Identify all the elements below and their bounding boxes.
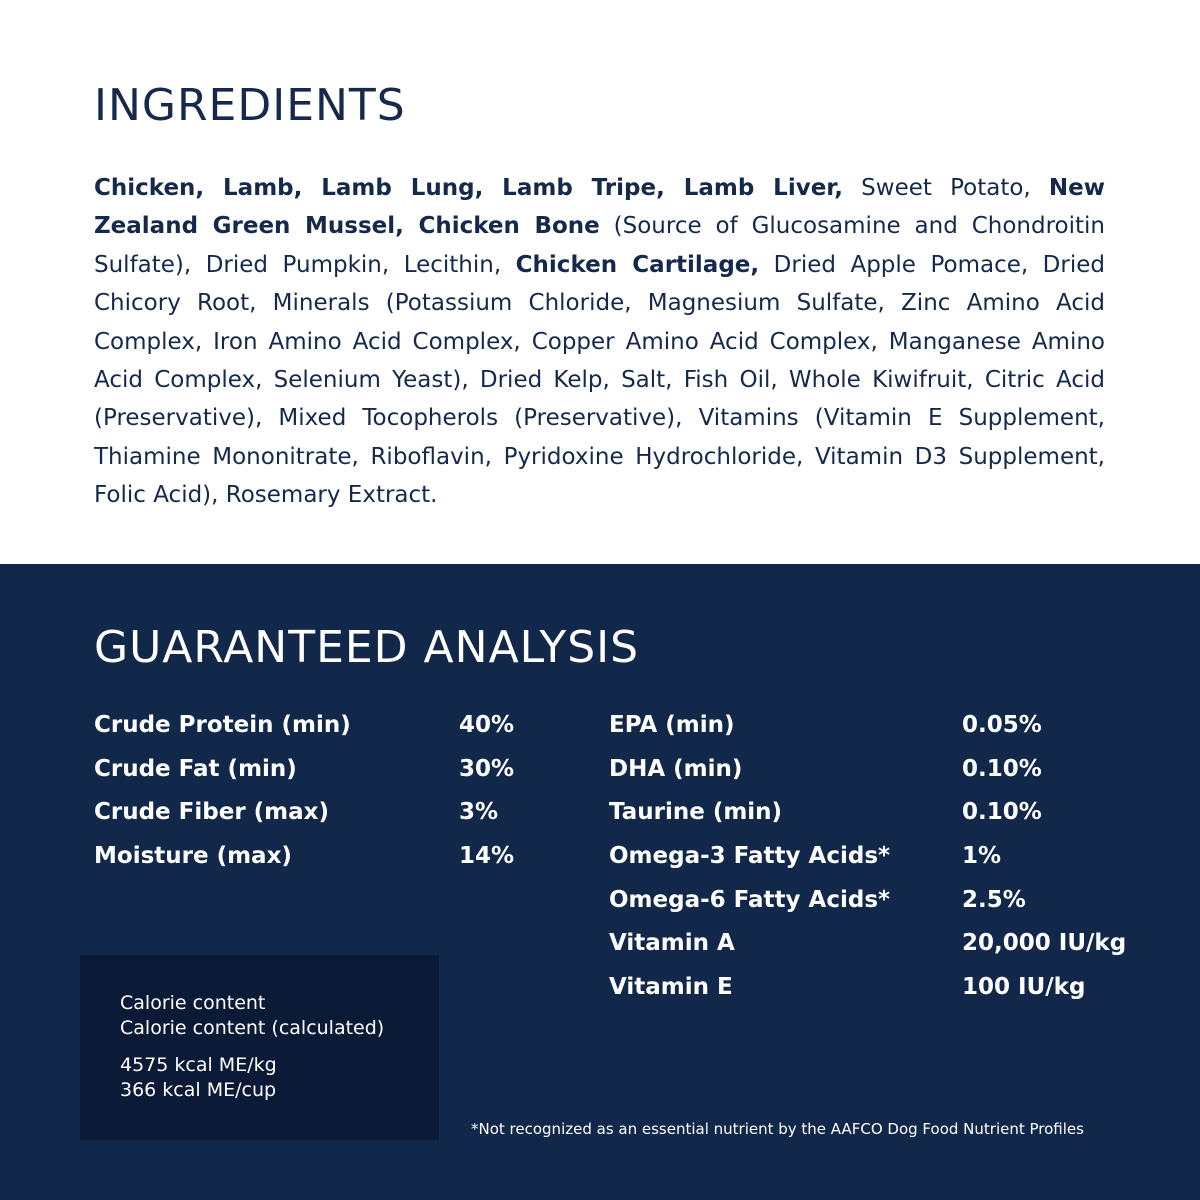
nutrient-value: 1% bbox=[962, 843, 1002, 870]
guaranteed-analysis-section bbox=[0, 564, 1200, 1200]
calorie-per-cup: 366 kcal ME/cup bbox=[120, 1079, 277, 1101]
calorie-per-kg: 4575 kcal ME/kg bbox=[120, 1054, 277, 1076]
nutrient-value: 3% bbox=[459, 799, 499, 826]
nutrient-value: 0.05% bbox=[962, 712, 1042, 738]
nutrient-value: 100 IU/kg bbox=[962, 974, 1086, 1001]
nutrient-label: Vitamin E bbox=[609, 974, 733, 1001]
nutrient-label: Moisture (max) bbox=[94, 843, 292, 870]
nutrient-label: DHA (min) bbox=[609, 755, 743, 782]
nutrient-value: 30% bbox=[459, 755, 515, 782]
ingredient-segment: (Source of Glucosamine and Chondroitin Sulfate), Dried Pumpkin, Lecithin, bbox=[94, 213, 1106, 278]
nutrient-label: Omega-3 Fatty Acids* bbox=[609, 843, 891, 870]
calorie-heading: Calorie content bbox=[120, 992, 266, 1014]
ingredient-segment: Dried Apple Pomace, Dried Chicory Root, Minerals (Potassium Chloride, Magnesium Sulfate, Zinc Amino Acid Complex, Iron Amino Acid Complex, Copper Amino Acid Complex, Manganese Amino Acid Complex, Selenium Yeast), Dried Kelp, Salt, Fish Oil, Whole Kiwifruit, Citric Acid (Preservative), Mixed Tocopherols (Preservative), Vitamins (Vitamin E Supplement, Thiamine Mononitrate, Riboflavin, Pyridoxine Hydrochloride, Vitamin D3 Supplement, Folic Acid), Rosemary Extract. bbox=[94, 251, 1105, 509]
ingredient-segment-bold: New Zealand Green Mussel, Chicken Bone bbox=[94, 175, 1105, 240]
aafco-footnote: *Not recognized as an essential nutrient by the AAFCO Dog Food Nutrient Profiles bbox=[471, 1120, 1084, 1138]
nutrient-value: 14% bbox=[459, 843, 515, 870]
ingredient-segment-bold: Chicken Cartilage, bbox=[515, 251, 760, 278]
nutrient-label: Crude Fat (min) bbox=[94, 755, 297, 782]
ingredient-segment: Sweet Potato, bbox=[843, 175, 1049, 201]
nutrient-value: 20,000 IU/kg bbox=[962, 930, 1127, 957]
analysis-title: GUARANTEED ANALYSIS bbox=[94, 622, 640, 673]
nutrient-label: Taurine (min) bbox=[609, 799, 783, 826]
nutrient-value: 0.10% bbox=[962, 755, 1042, 782]
calorie-subheading: Calorie content (calculated) bbox=[120, 1017, 385, 1039]
nutrient-label: EPA (min) bbox=[609, 712, 735, 738]
nutrient-label: Crude Protein (min) bbox=[94, 712, 351, 738]
nutrient-value: 2.5% bbox=[962, 886, 1026, 913]
ingredient-segment-bold: Chicken, Lamb, Lamb Lung, Lamb Tripe, Lamb Liver, bbox=[94, 175, 844, 201]
nutrient-value: 0.10% bbox=[962, 799, 1042, 826]
nutrient-value: 40% bbox=[459, 712, 515, 738]
nutrient-label: Crude Fiber (max) bbox=[94, 799, 330, 826]
ingredients-section bbox=[0, 0, 1200, 564]
ingredients-text bbox=[94, 169, 1105, 515]
nutrient-label: Omega-6 Fatty Acids* bbox=[609, 886, 891, 913]
nutrient-label: Vitamin A bbox=[609, 930, 735, 957]
ingredients-title: INGREDIENTS bbox=[94, 80, 406, 131]
calorie-content-box bbox=[80, 955, 439, 1140]
